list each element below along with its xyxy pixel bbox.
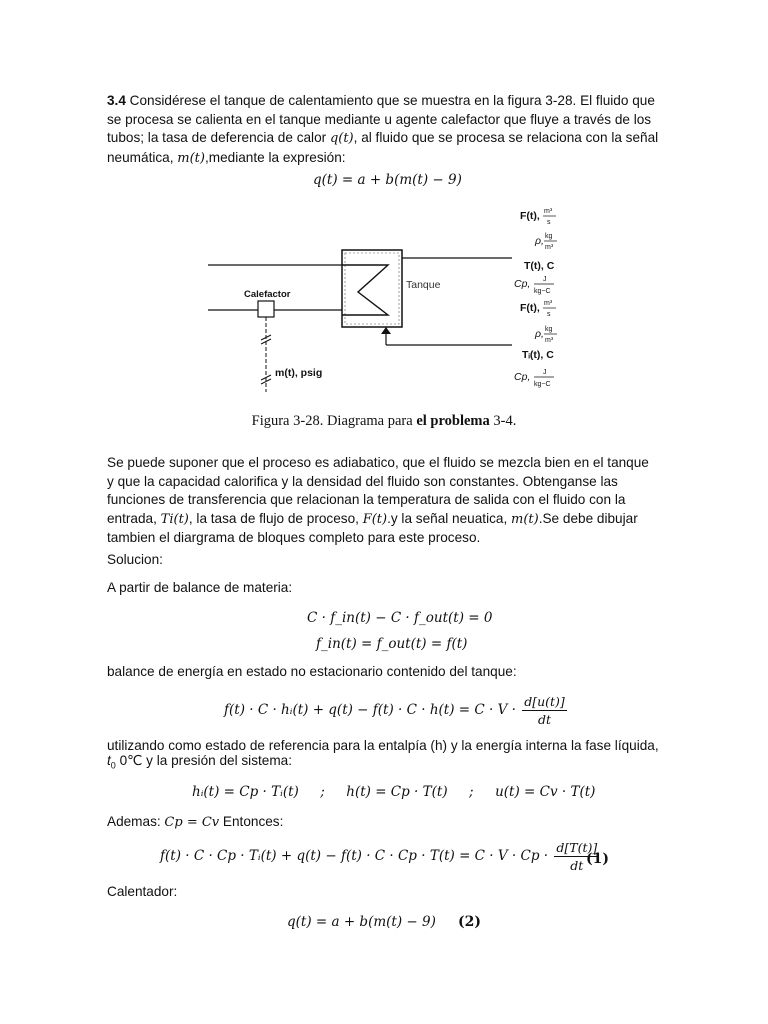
enthalpy-definitions-eq: hᵢ(t) = Cp · Tᵢ(t) ; h(t) = Cp · T(t) ; u(t) = Cv · T(t) [192,784,596,800]
reference-state-text: utilizando como estado de referencia para la entalpía (h) y la energía interna la fase líquida, $t_0$ 0℃ y la presión del sistema: [107,738,659,771]
energy-balance-label: balance de energía en estado no estacionario contenido del tanque: [107,664,517,679]
svg-text:m³: m³ [544,300,553,307]
svg-text:Tᵢ(t), C: Tᵢ(t), C [522,349,554,361]
calefactor-label: Calefactor [244,289,291,300]
equation-2-number: (2) [458,914,481,930]
svg-text:kg: kg [545,233,553,240]
calefactor-box [258,301,274,317]
heating-coil [342,265,388,315]
mass-balance-eq-1: C · f_in(t) − C · f_out(t) = 0 [307,610,493,626]
svg-text:J: J [543,369,547,376]
svg-text:F(t),: F(t), [520,210,540,222]
svg-text:s: s [547,311,551,318]
svg-text:Cp,: Cp, [514,278,531,290]
signal-label: m(t), psig [275,367,323,379]
inlet-arrow [381,327,391,334]
equation-1: f(t) · C · Cp · Tᵢ(t) + q(t) − f(t) · C · Cp · T(t) = C · V · Cp · $\frac{d[T(t)]}{dt}$ [160,840,598,873]
figure-caption: Figura 3-28. Diagrama para el problema 3-4. [251,413,517,429]
eq1-derivative-fraction: $\frac{d[T(t)]}{dt}$ [556,840,598,873]
tanque-label: Tanque [406,279,441,291]
problem-statement: 3.4 Considérese el tanque de calentamiento que se muestra en la figura 3-28. El fluido que se procesa se calienta en el tanque mediante u agente calefactor que fluye a través de los tubos; la tasa de deferencia de calor q(t), al fluido que se procesa se relaciona con la señal neumática, m(t),mediante la expresión: [107,93,659,166]
problem-number: 3.4 [107,93,126,108]
svg-text:ρ,: ρ, [535,235,544,247]
svg-text:F(t),: F(t), [520,302,540,314]
figure-3-28-diagram [0,0,768,410]
svg-text:kg−C: kg−C [534,381,551,388]
svg-text:ρ,: ρ, [535,328,544,340]
heat-equation: q(t) = a + b(m(t) − 9) [313,172,462,188]
svg-text:T(t), C: T(t), C [524,260,555,272]
mass-balance-label: A partir de balance de materia: [107,580,293,595]
assumptions-paragraph: Se puede suponer que el proceso es adiabatico, que el fluido se mezcla bien en el tanque y que la capacidad calorifica y la densidad del fluido son constantes. Obtenganse las funciones de transferencia que relacionan la temperatura de salida con el fluido con la entrada, Ti(t), la tasa de flujo de proceso, F(t).y la señal neuatica, m(t).Se debe dibujar tambien el diargrama de bloques completo para este proceso. [107,455,649,545]
svg-text:kg−C: kg−C [534,288,551,295]
ademas-line: Ademas: Cp = Cv Entonces: [107,814,284,830]
energy-derivative-fraction: $\frac{d[u(t)]}{dt}$ [524,694,565,727]
mass-balance-eq-2: f_in(t) = f_out(t) = f(t) [316,636,468,652]
svg-text:m³: m³ [545,337,554,344]
svg-text:m³: m³ [544,208,553,215]
svg-text:s: s [547,219,551,226]
energy-balance-eq: f(t) · C · hᵢ(t) + q(t) − f(t) · C · h(t) = C · V · $\frac{d[u(t)]}{dt}$ [224,694,565,727]
equation-2: q(t) = a + b(m(t) − 9) [287,914,436,930]
equation-1-number: (1) [586,851,609,867]
svg-text:J: J [543,276,547,283]
svg-text:m³: m³ [545,244,554,251]
svg-text:Cp,: Cp, [514,371,531,383]
svg-text:kg: kg [545,326,553,333]
calentador-label: Calentador: [107,884,178,899]
solucion-heading: Solucion: [107,552,163,567]
